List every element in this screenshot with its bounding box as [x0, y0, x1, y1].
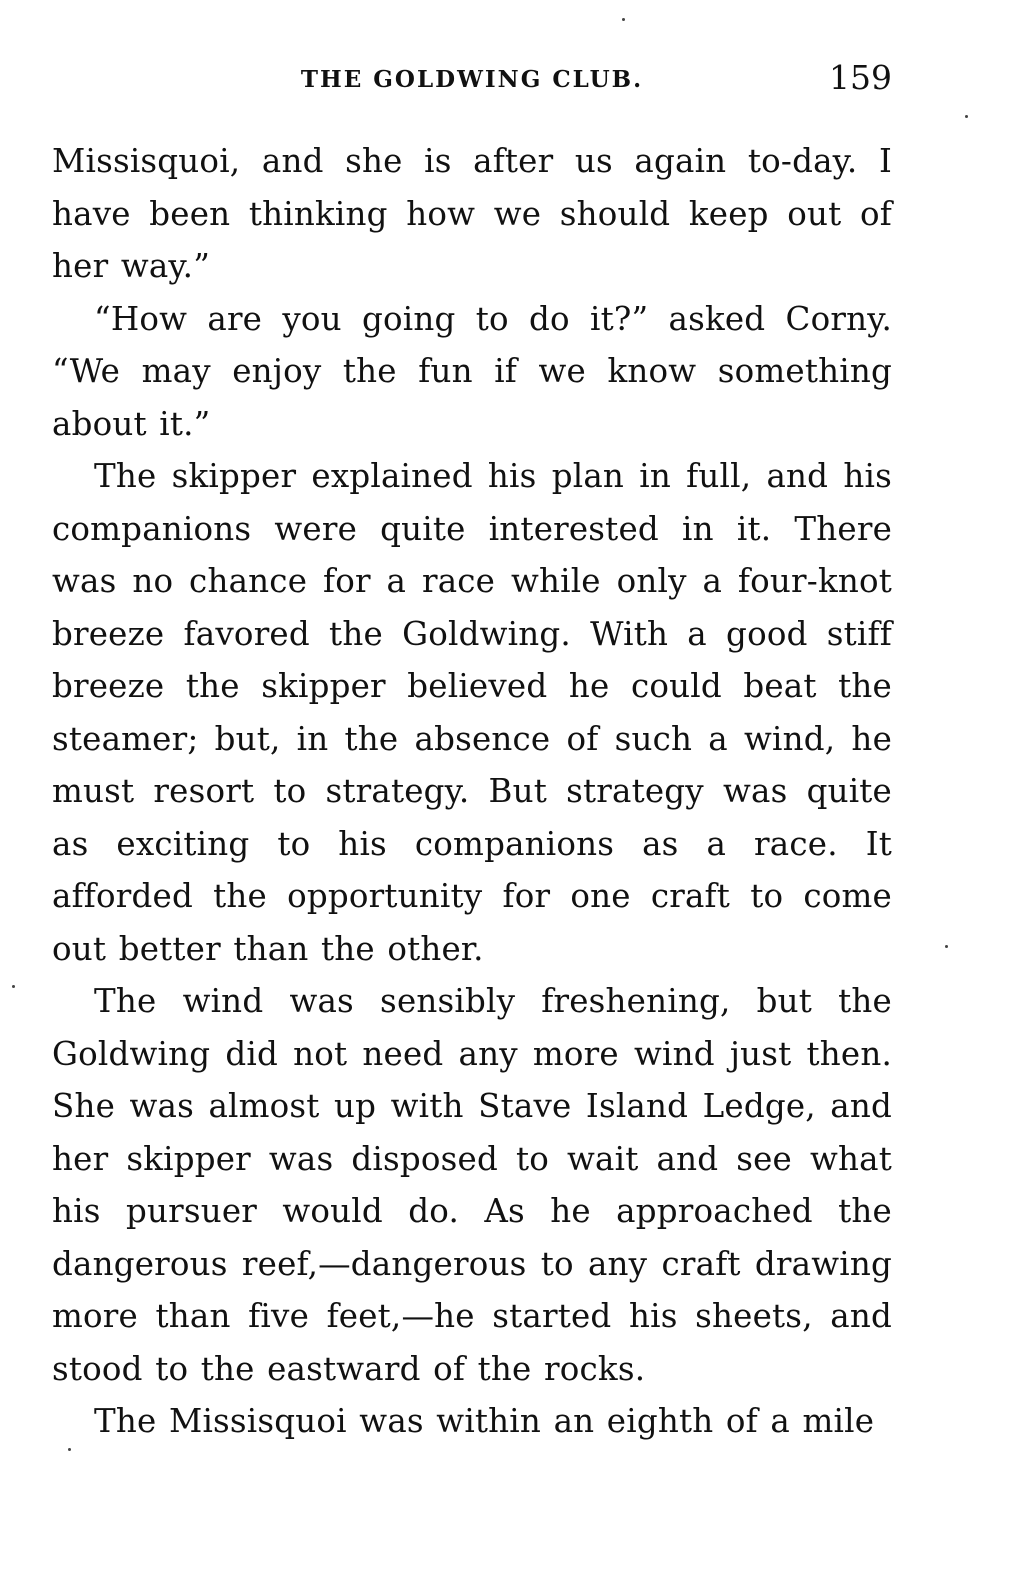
paragraph: The skipper explained his plan in full, and his companions were quite interested in it. There was no chance for a race while only a four-knot breeze favored the Goldwing. With a good stiff breeze the skipper believed he could beat the steamer; but, in the absence of such a wind, he must resort to strategy. But strategy was quite as exciting to his companions as a race. It afforded the opportunity for one craft to come out better than the other.: [52, 457, 892, 968]
paper-speck: [945, 945, 948, 948]
running-title: THE GOLDWING CLUB.: [300, 66, 644, 93]
paragraph: The wind was sensibly freshening, but the Goldwing did not need any more wind just then. She was almost up with Stave Island Ledge, and her skipper was disposed to wait and see what his pursuer would do. As he approached the dangerous reef,—dangerous to any craft drawing more than five feet,—he started his sheets, and stood to the eastward of the rocks.: [52, 982, 892, 1388]
paragraph: Missisquoi, and she is after us again to-day. I have been thinking how we should keep out of her way.”: [52, 142, 892, 285]
paper-speck: [68, 1448, 71, 1451]
page-number: 159: [829, 58, 892, 97]
paragraph: The Missisquoi was within an eighth of a mile: [94, 1402, 875, 1440]
paragraph: “How are you going to do it?” asked Corny. “We may enjoy the fun if we know something about it.”: [52, 299, 892, 443]
body-text: [52, 135, 892, 1448]
paper-speck: [622, 18, 625, 21]
paper-speck: [965, 115, 968, 118]
book-page: [52, 40, 892, 1448]
paper-speck: [12, 985, 15, 988]
page-header: [52, 40, 892, 110]
